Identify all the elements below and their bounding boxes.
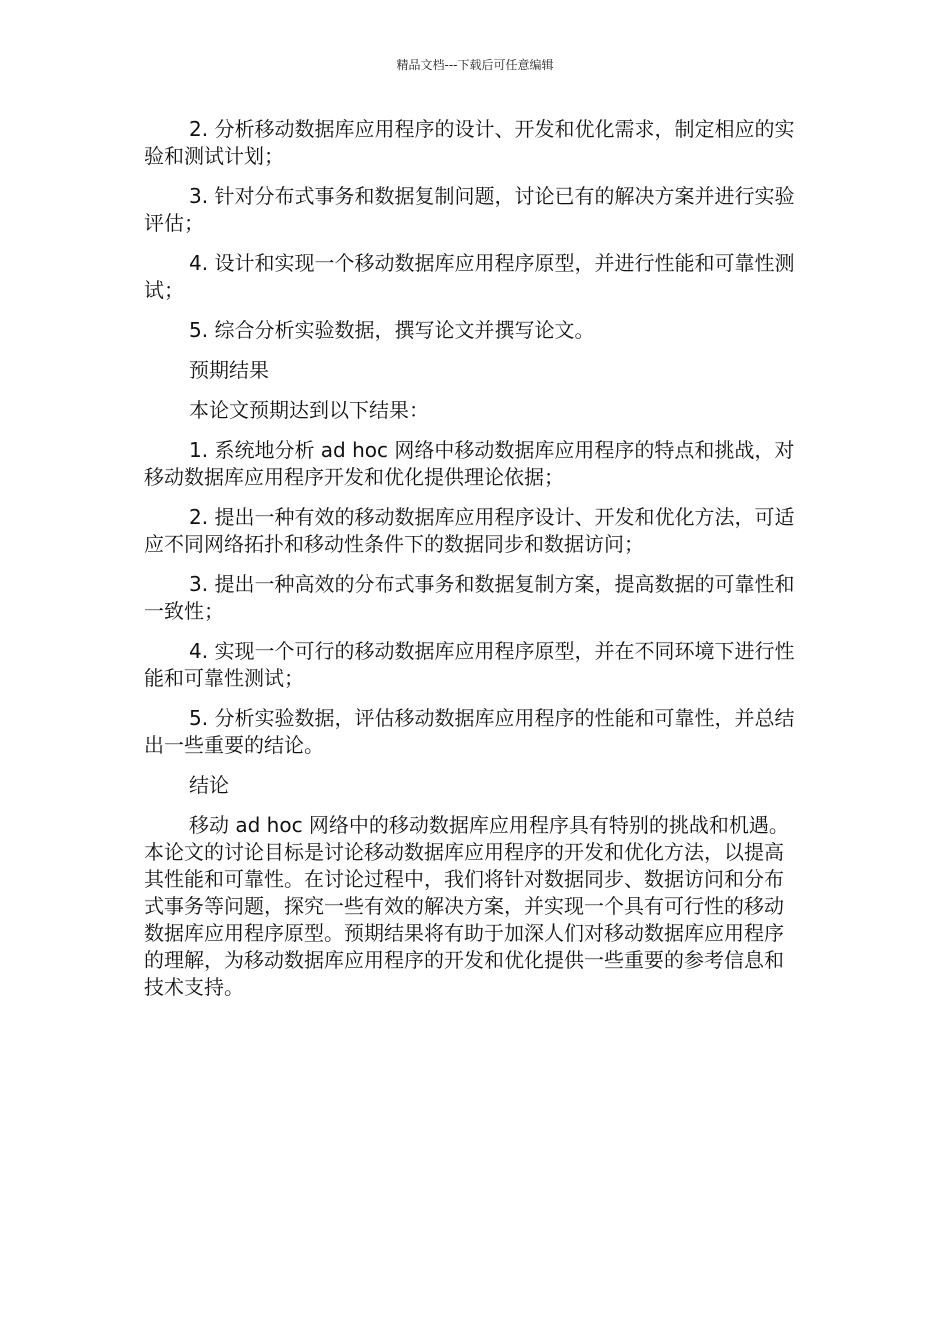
expected-results-intro: 本论文预期达到以下结果： [189, 398, 429, 422]
result-item-1: 1. 系统地分析 ad hoc 网络中移动数据库应用程序的特点和挑战，对移动数据库应用程序开发和优化提供理论依据； [144, 438, 795, 489]
result-item-4: 4. 实现一个可行的移动数据库应用程序原型，并在不同环境下进行性能和可靠性测试； [144, 639, 795, 690]
page-header: 精品文档---下载后可任意编辑 [396, 58, 554, 72]
document-body [144, 116, 800, 1014]
list-item-analyze-requirements: 2. 分析移动数据库应用程序的设计、开发和优化需求，制定相应的实验和测试计划； [144, 117, 795, 168]
result-item-2: 2. 提出一种有效的移动数据库应用程序设计、开发和优化方法，可适应不同网络拓扑和移动性条件下的数据同步和数据访问； [144, 505, 795, 556]
result-item-3: 3. 提出一种高效的分布式事务和数据复制方案，提高数据的可靠性和一致性； [144, 572, 795, 623]
result-item-5: 5. 分析实验数据，评估移动数据库应用程序的性能和可靠性，并总结出一些重要的结论。 [144, 706, 795, 757]
list-item-distributed-transactions: 3. 针对分布式事务和数据复制问题，讨论已有的解决方案并进行实验评估； [144, 184, 795, 235]
section-heading-conclusion: 结论 [189, 773, 229, 797]
conclusion-paragraph: 移动 ad hoc 网络中的移动数据库应用程序具有特别的挑战和机遇。本论文的讨论目标是讨论移动数据库应用程序的开发和优化方法，以提高其性能和可靠性。在讨论过程中，我们将针对数据同步、数据访问和分布式事务等问题，探究一些有效的解决方案，并实现一个具有可行性的移动数据库应用程序原型。预期结果将有助于加深人们对移动数据库应用程序的理解，为移动数据库应用程序的开发和优化提供一些重要的参考信息和技术支持。 [144, 813, 789, 999]
list-item-write-thesis: 5. 综合分析实验数据，撰写论文并撰写论文。 [189, 318, 595, 342]
list-item-prototype-design: 4. 设计和实现一个移动数据库应用程序原型，并进行性能和可靠性测试； [144, 251, 795, 302]
section-heading-expected-results: 预期结果 [189, 358, 269, 382]
